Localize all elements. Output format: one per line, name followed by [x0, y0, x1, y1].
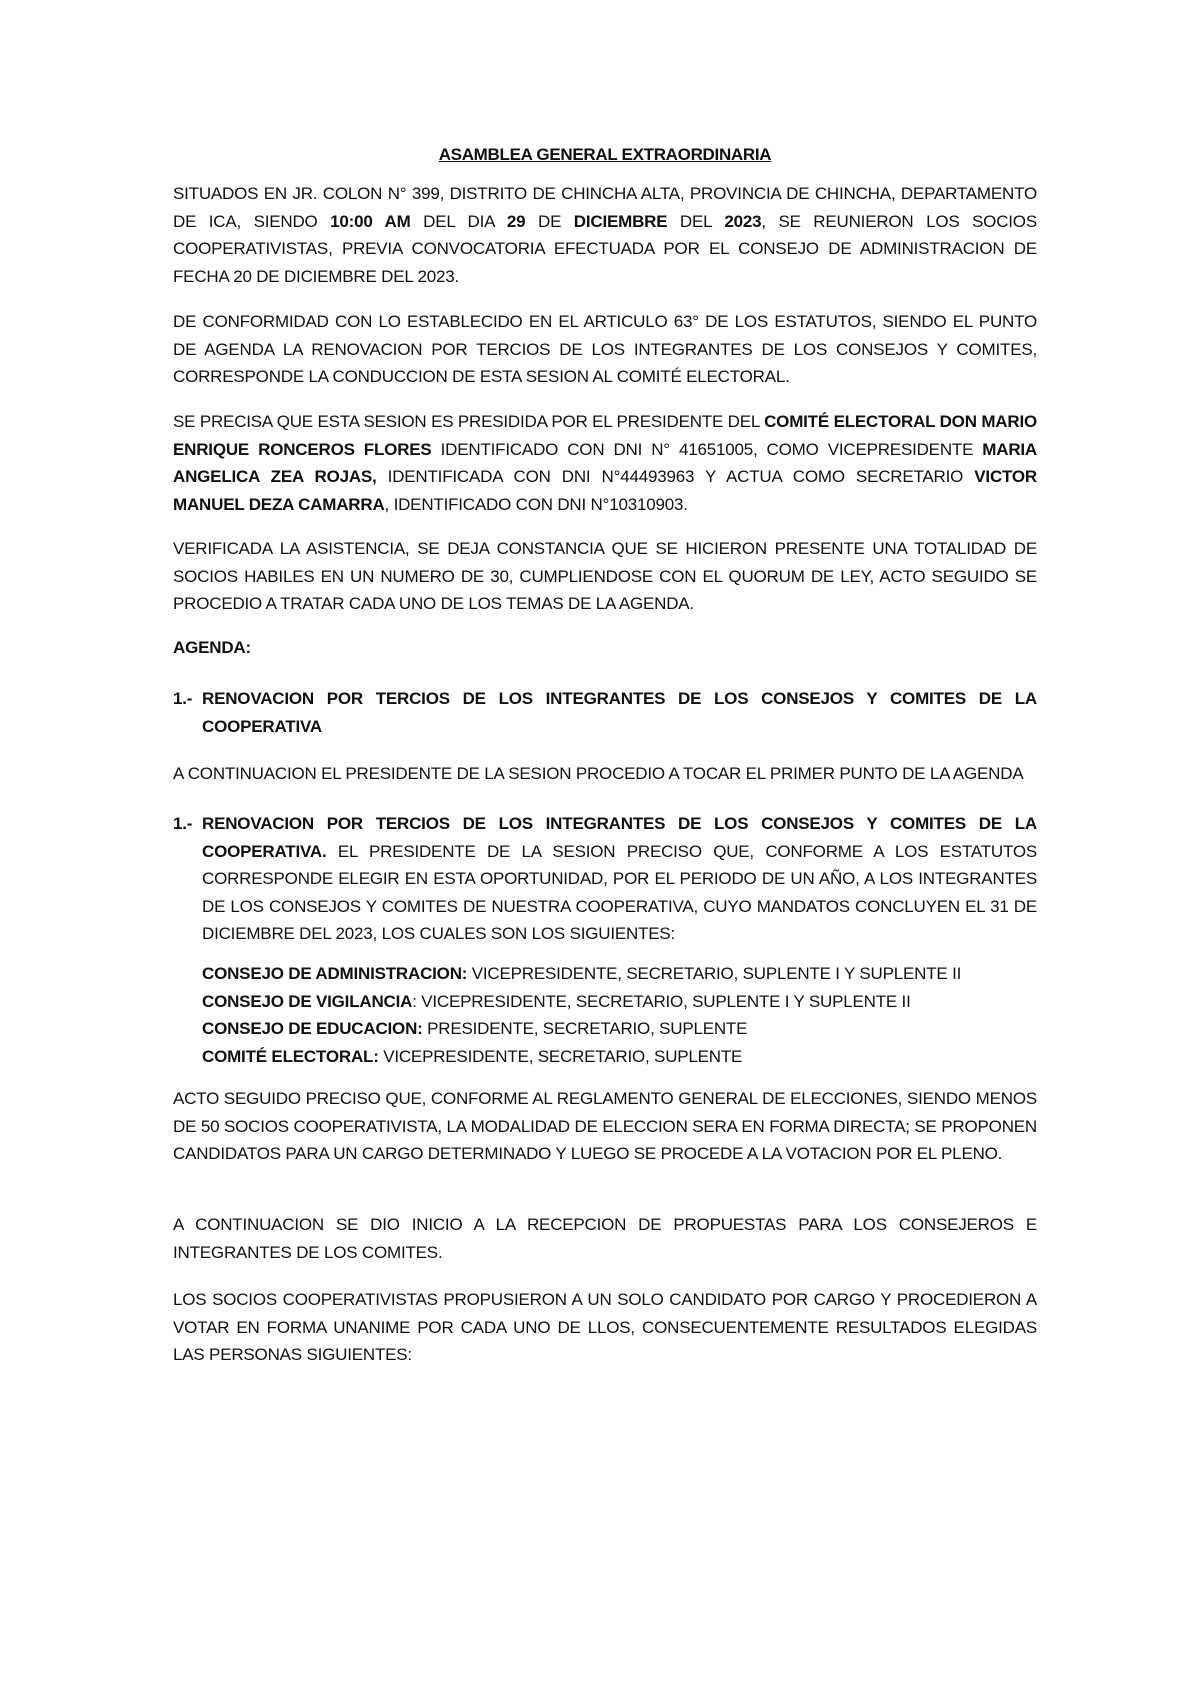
text: DEL	[667, 211, 725, 231]
paragraph-location	[173, 180, 1037, 290]
council-name: CONSEJO DE ADMINISTRACION:	[202, 964, 468, 983]
vicepresident-name: MARIA ANGELICA ZEA ROJAS,	[173, 439, 1037, 486]
agenda-label: AGENDA:	[173, 638, 251, 657]
council-name: CONSEJO DE EDUCACION:	[202, 1019, 423, 1038]
council-roles: : VICEPRESIDENTE, SECRETARIO, SUPLENTE I Y SUPLENTE II	[412, 991, 911, 1011]
item-number: 1.-	[173, 814, 193, 833]
council-entry	[202, 988, 961, 1016]
text: , IDENTIFICADO CON DNI N°10310903.	[384, 494, 688, 514]
council-roles: VICEPRESIDENTE, SECRETARIO, SUPLENTE	[378, 1046, 743, 1066]
paragraph-continuation: A CONTINUACION EL PRESIDENTE DE LA SESION PROCEDIO A TOCAR EL PRIMER PUNTO DE LA AGENDA	[173, 764, 1024, 783]
document-title: ASAMBLEA GENERAL EXTRAORDINARIA	[438, 145, 772, 164]
text: SITUADOS EN JR. COLON N° 399, DISTRITO DE CHINCHA ALTA, PROVINCIA DE CHINCHA, DEPARTAMENTO DE ICA, SIENDO	[173, 184, 1037, 231]
text: DEL DIA	[410, 211, 507, 231]
meeting-day: 29	[506, 211, 526, 231]
text: IDENTIFICADO CON DNI N° 41651005, COMO VICEPRESIDENTE	[431, 439, 983, 459]
councils-list	[202, 960, 961, 1070]
text: , SE REUNIERON LOS SOCIOS COOPERATIVISTAS, PREVIA CONVOCATORIA EFECTUADA POR EL CONSEJO DE ADMINISTRACION DE FECHA 20 DE DICIEMBRE DEL 2023.	[173, 211, 1037, 286]
text: SE PRECISA QUE ESTA SESION ES PRESIDIDA POR EL PRESIDENTE DEL	[173, 412, 765, 431]
council-name: COMITÉ ELECTORAL:	[202, 1046, 379, 1066]
council-name: CONSEJO DE VIGILANCIA	[202, 991, 413, 1011]
paragraph-article: DE CONFORMIDAD CON LO ESTABLECIDO EN EL ARTICULO 63° DE LOS ESTATUTOS, SIENDO EL PUNTO DE AGENDA LA RENOVACION POR TERCIOS DE LOS INTEGRANTES DE LOS CONSEJOS Y COMITES, CORRESPONDE LA CONDUCCION DE ESTA SESION AL COMITÉ ELECTORAL.	[173, 312, 1037, 386]
agenda-item-detail	[173, 810, 1037, 948]
meeting-year: 2023	[724, 211, 762, 231]
president-name: COMITÉ ELECTORAL DON MARIO ENRIQUE RONCEROS FLORES	[173, 412, 1037, 459]
council-entry	[202, 1043, 961, 1071]
item-text: EL PRESIDENTE DE LA SESION PRECISO QUE, CONFORME A LOS ESTATUTOS CORRESPONDE ELEGIR EN ESTA OPORTUNIDAD, POR EL PERIODO DE UN AÑO, A LOS INTEGRANTES DE LOS CONSEJOS Y COMITES DE NUESTRA COOPERATIVA, CUYO MANDATOS CONCLUYEN EL 31 DE DICIEMBRE DEL 2023, LOS CUALES SON LOS SIGUIENTES:	[202, 841, 1037, 943]
paragraph-attendance: VERIFICADA LA ASISTENCIA, SE DEJA CONSTANCIA QUE SE HICIERON PRESENTE UNA TOTALIDAD DE SOCIOS HABILES EN UN NUMERO DE 30, CUMPLIENDOSE CON EL QUORUM DE LEY, ACTO SEGUIDO SE PROCEDIO A TRATAR CADA UNO DE LOS TEMAS DE LA AGENDA.	[173, 539, 1037, 613]
agenda-item-number: 1.-	[173, 689, 193, 708]
secretary-name: VICTOR MANUEL DEZA CAMARRA	[173, 467, 1037, 514]
paragraph-proposals: A CONTINUACION SE DIO INICIO A LA RECEPCION DE PROPUESTAS PARA LOS CONSEJEROS E INTEGRANTES DE LOS COMITES.	[173, 1215, 1037, 1262]
text: DE	[525, 211, 574, 231]
council-entry	[202, 1015, 961, 1043]
council-entry	[202, 960, 961, 988]
council-roles: VICEPRESIDENTE, SECRETARIO, SUPLENTE I Y SUPLENTE II	[467, 964, 962, 983]
paragraph-results: LOS SOCIOS COOPERATIVISTAS PROPUSIERON A UN SOLO CANDIDATO POR CARGO Y PROCEDIERON A VOTAR EN FORMA UNANIME POR CADA UNO DE LLOS, CONSECUENTEMENTE RESULTADOS ELEGIDAS LAS PERSONAS SIGUIENTES:	[173, 1290, 1037, 1364]
council-roles: PRESIDENTE, SECRETARIO, SUPLENTE	[422, 1019, 748, 1038]
item-heading: RENOVACION POR TERCIOS DE LOS INTEGRANTES DE LOS CONSEJOS Y COMITES DE LA COOPERATIVA.	[202, 814, 1037, 861]
agenda-item-text: RENOVACION POR TERCIOS DE LOS INTEGRANTES DE LOS CONSEJOS Y COMITES DE LA COOPERATIVA	[202, 689, 1037, 736]
meeting-time: 10:00 AM	[330, 211, 411, 231]
paragraph-election-method: ACTO SEGUIDO PRECISO QUE, CONFORME AL REGLAMENTO GENERAL DE ELECCIONES, SIENDO MENOS DE 50 SOCIOS COOPERATIVISTA, LA MODALIDAD DE ELECCION SERA EN FORMA DIRECTA; SE PROPONEN CANDIDATOS PARA UN CARGO DETERMINADO Y LUEGO SE PROCEDE A LA VOTACION POR EL PLENO.	[173, 1089, 1037, 1163]
paragraph-committee	[173, 408, 1037, 518]
text: IDENTIFICADA CON DNI N°44493963 Y ACTUA COMO SECRETARIO	[376, 467, 975, 486]
meeting-month: DICIEMBRE	[573, 211, 668, 231]
agenda-item	[173, 685, 1037, 740]
